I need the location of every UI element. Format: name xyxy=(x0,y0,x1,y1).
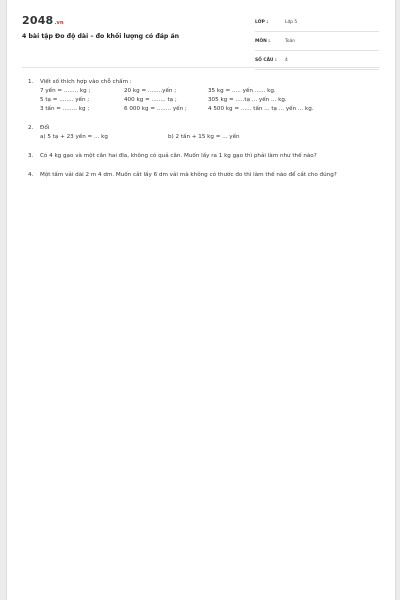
question-number: 3. xyxy=(28,153,34,159)
exercise-item: 4 500 kg = ...... tấn ... tạ ... yến ... kg. xyxy=(208,106,314,112)
question-number: 1. xyxy=(28,79,34,85)
meta-row-class xyxy=(255,13,379,32)
exercise-item: 305 kg = .....tạ ... yến ... kg. xyxy=(208,97,287,103)
document-title: 4 bài tập Đo độ dài – đo khối lượng có đáp án xyxy=(22,33,180,40)
meta-label: LỚP : xyxy=(255,19,269,25)
question-list xyxy=(22,78,382,190)
exercise-item: 3 tấn = ........ kg ; xyxy=(40,106,90,112)
logo-text: 2048 xyxy=(22,14,54,27)
question-1 xyxy=(22,78,382,114)
question-3 xyxy=(22,152,382,161)
meta-row-subject xyxy=(255,32,379,51)
meta-label: SỐ CÂU : xyxy=(255,57,277,63)
question-prompt: Đổi xyxy=(40,125,50,131)
exercise-grid xyxy=(40,87,382,114)
question-4 xyxy=(22,171,382,180)
question-prompt: Viết số thích hợp vào chỗ chấm : xyxy=(40,79,132,85)
meta-value: Lớp 5 xyxy=(285,19,298,25)
exercise-item: b) 2 tấn + 15 kg = ... yến xyxy=(168,134,240,140)
question-number: 2. xyxy=(28,125,34,131)
exercise-item: 5 tạ = ........ yến ; xyxy=(40,97,90,103)
logo-domain: .vn xyxy=(54,20,64,26)
exercise-grid xyxy=(40,133,382,142)
exercise-item: 20 kg = ........yến ; xyxy=(124,88,177,94)
site-logo[interactable] xyxy=(22,14,64,27)
document-page xyxy=(6,0,396,600)
exercise-item: 35 kg = ..... yến ...... kg. xyxy=(208,88,276,94)
exercise-item: 6 000 kg = ........ yến ; xyxy=(124,106,187,112)
question-2 xyxy=(22,124,382,142)
meta-value: Toán xyxy=(285,38,296,44)
question-number: 4. xyxy=(28,172,34,178)
meta-value: 4 xyxy=(285,57,288,63)
meta-table xyxy=(255,13,379,70)
exercise-item: 400 kg = ........ tạ ; xyxy=(124,97,177,103)
question-text: Một tấm vải dài 2 m 4 dm. Muốn cắt lấy 6 dm vải mà không có thước đo thì làm thế nào để cắt cho đúng? xyxy=(40,172,337,178)
exercise-item: a) 5 tạ + 23 yến = ... kg xyxy=(40,134,108,140)
header-divider xyxy=(22,67,380,68)
exercise-item: 7 yến = ........ kg ; xyxy=(40,88,91,94)
question-text: Có 4 kg gạo và một cân hai đĩa, không có quả cân. Muốn lấy ra 1 kg gạo thì phải làm như thế nào? xyxy=(40,153,317,159)
meta-label: MÔN : xyxy=(255,38,271,44)
